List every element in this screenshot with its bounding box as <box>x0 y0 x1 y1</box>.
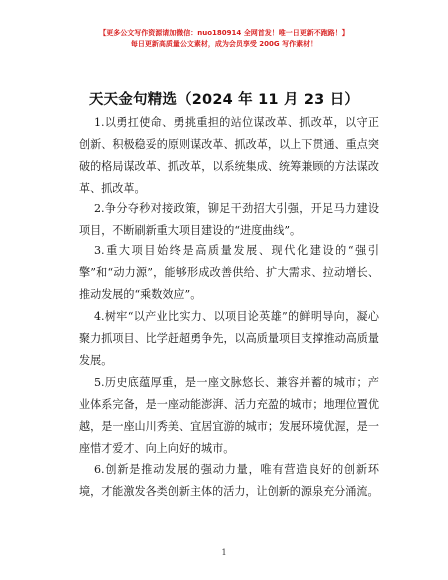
promo-banner-line-2: 每日更新高质量公文素材，成为会员享受 200G 写作素材！ <box>130 40 318 48</box>
document-title: 天天金句精选（2024 年 11 月 23 日） <box>88 92 360 108</box>
paragraph-2: 2.争分夺秒对接政策，铆足干劲招大引强，开足马力建设项目，不断刷新重大项目建设的“进度曲线”。 <box>79 202 379 237</box>
paragraph-4: 4.树牢“以产业比实力、以项目论英雄”的鲜明导向，凝心聚力抓项目、比学赶超勇争先，以高质量项目支撑推动高质量发展。 <box>79 310 379 367</box>
promo-banner <box>0 28 448 50</box>
paragraph-6: 6.创新是推动发展的强动力量，唯有营造良好的创新环境，才能激发各类创新主体的活力，让创新的源泉充分涌流。 <box>79 463 379 498</box>
paragraph-3: 3.重大项目始终是高质量发展、现代化建设的“强引擎”和“动力源”，能够形成改善供给、扩大需求、拉动增长、推动发展的“乘数效应”。 <box>79 244 379 301</box>
page-number: 1 <box>221 548 227 557</box>
promo-banner-line-1: 【更多公文写作资源请加微信：nuo180914 全网首发！唯一日更新不跑路！】 <box>99 29 349 37</box>
paragraph-1: 1.以勇扛使命、勇挑重担的站位谋改革、抓改革，以守正创新、积极稳妥的原则谋改革、抓改革，以上下贯通、重点突破的格局谋改革、抓改革，以系统集成、统筹兼顾的方法谋改革、抓改革。 <box>79 116 379 195</box>
paragraph-5: 5.历史底蕴厚重，是一座文脉悠长、兼容并蓄的城市；产业体系完备，是一座动能澎湃、活力充盈的城市；地理位置优越，是一座山川秀美、宜居宜游的城市；发展环境优渥，是一座惜才爱才、向上向好的城市。 <box>79 376 379 455</box>
